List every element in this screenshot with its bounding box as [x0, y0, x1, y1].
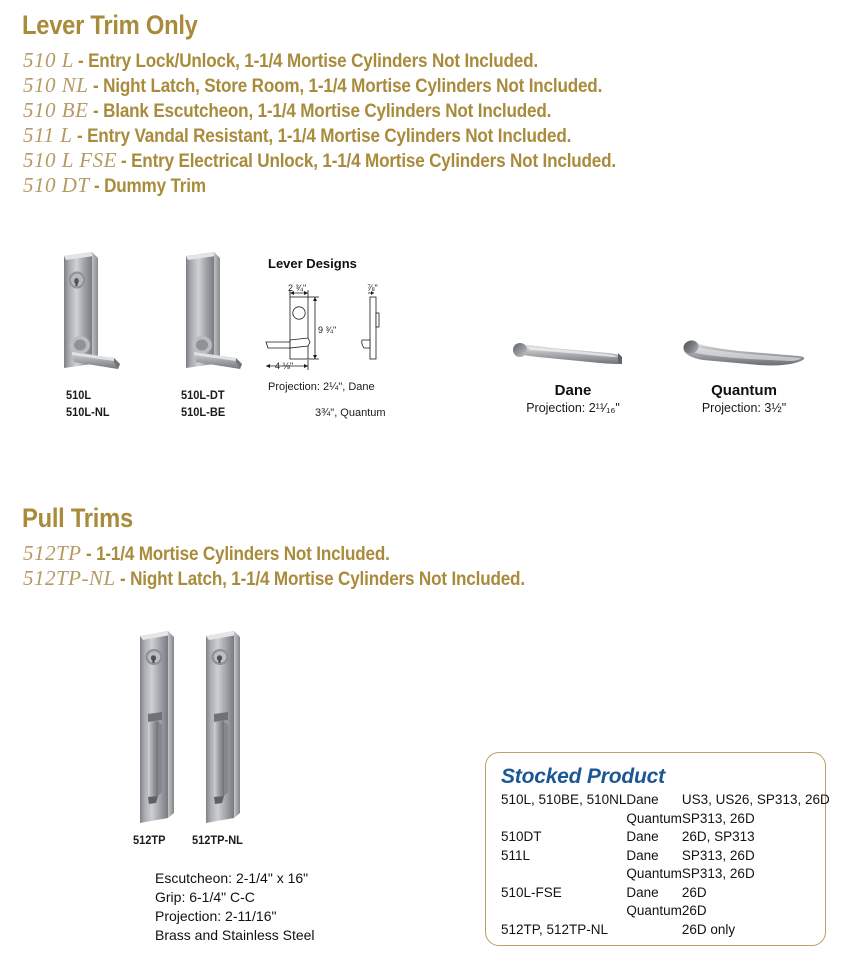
cell-finishes: SP313, 26D	[681, 810, 755, 826]
pull-detail-projection: Projection: 2-11/16"	[155, 908, 277, 924]
lever-projection-dane: Projection: 2¹¹⁄₁₆"	[526, 401, 620, 415]
stocked-product-box	[485, 752, 830, 946]
spec-description: - Entry Electrical Unlock, 1-1/4 Mortise Cylinders Not Included.	[121, 151, 617, 172]
table-row	[501, 810, 830, 829]
spec-line	[23, 541, 823, 566]
cell-lever: Dane	[626, 847, 659, 863]
pull-trims-section-title: Pull Trims	[22, 503, 133, 533]
lever-spec-list	[23, 48, 823, 198]
dim-label-base: 4 ⅛"	[275, 361, 294, 371]
cell-finishes: 26D only	[681, 921, 736, 937]
table-row	[501, 921, 830, 940]
pull-spec-list	[23, 541, 823, 591]
lever-name-dane: Dane	[554, 382, 592, 399]
spec-code: 510 BE	[23, 98, 89, 122]
cell-lever: Dane	[626, 792, 659, 807]
part-label-510l: 510L	[66, 388, 92, 402]
lever-trim-photo-510l-dt	[180, 248, 272, 376]
lever-trim-photo-510l	[58, 248, 150, 376]
table-row	[501, 902, 830, 921]
lever-photo-dane	[508, 340, 638, 372]
cell-model: 510L, 510BE, 510NL	[501, 792, 627, 807]
spec-line	[23, 173, 823, 198]
cell-finishes: SP313, 26D	[681, 866, 755, 881]
spec-code: 510 NL	[23, 73, 89, 97]
cell-finishes: 26D	[681, 884, 707, 900]
spec-description: - Night Latch, 1-1/4 Mortise Cylinders Not Included.	[120, 569, 526, 590]
cell-model: 511L	[501, 847, 531, 863]
spec-line	[23, 48, 823, 73]
cell-model: 512TP, 512TP-NL	[501, 921, 609, 937]
spec-line	[23, 123, 823, 148]
part-label-510l-nl: 510L-NL	[66, 405, 110, 419]
spec-code: 510 L FSE	[23, 148, 117, 172]
lever-trim-section-title: Lever Trim Only	[22, 10, 198, 40]
pull-detail-material: Brass and Stainless Steel	[155, 927, 315, 943]
table-row	[501, 865, 830, 884]
dim-label-height: 9 ¾"	[318, 325, 337, 335]
part-label-512tp-nl: 512TP-NL	[192, 833, 243, 847]
cell-finishes: 26D	[681, 903, 707, 918]
spec-description: - Blank Escutcheon, 1-1/4 Mortise Cylinders Not Included.	[92, 101, 552, 122]
spec-line	[23, 148, 823, 173]
spec-description: - 1-1/4 Mortise Cylinders Not Included.	[85, 544, 390, 565]
cell-finishes: SP313, 26D	[681, 847, 755, 863]
spec-code: 510 L	[23, 48, 74, 72]
pull-trim-photo-512tp	[136, 626, 184, 828]
projection-quantum-note: 3¾", Quantum	[315, 407, 386, 419]
stocked-product-title: Stocked Product	[501, 765, 665, 788]
part-label-512tp: 512TP	[133, 833, 166, 847]
spec-code: 512TP	[23, 541, 82, 565]
cell-model	[501, 902, 626, 921]
part-label-510l-dt: 510L-DT	[181, 388, 225, 402]
part-label-510l-be: 510L-BE	[181, 405, 226, 419]
dim-label-width: 2 ¾"	[288, 283, 307, 293]
cell-model: 510DT	[501, 829, 542, 844]
pull-detail-escutcheon: Escutcheon: 2-1/4" x 16"	[155, 870, 309, 886]
cell-finishes: US3, US26, SP313, 26D	[681, 792, 830, 807]
stocked-product-table	[501, 791, 830, 939]
dim-label-thickness: ⅞"	[367, 283, 378, 293]
cell-lever: Quantum	[626, 866, 682, 881]
lever-designs-title: Lever Designs	[268, 256, 357, 271]
spec-description: - Dummy Trim	[94, 176, 206, 197]
cell-lever: Quantum	[626, 903, 682, 918]
cell-lever: Quantum	[626, 810, 682, 826]
cell-lever	[626, 921, 682, 940]
spec-line	[23, 73, 823, 98]
spec-description: - Entry Vandal Resistant, 1-1/4 Mortise Cylinders Not Included.	[76, 126, 572, 147]
pull-detail-grip: Grip: 6-1/4" C-C	[155, 889, 255, 905]
projection-dane-note: Projection: 2¼", Dane	[268, 381, 375, 393]
table-row	[501, 847, 830, 866]
table-row	[501, 828, 830, 847]
lever-projection-quantum: Projection: 3½"	[701, 401, 787, 415]
cell-model	[501, 865, 626, 884]
lever-name-quantum: Quantum	[711, 382, 777, 399]
spec-description: - Entry Lock/Unlock, 1-1/4 Mortise Cylinders Not Included.	[78, 51, 539, 72]
spec-line	[23, 566, 823, 591]
table-row	[501, 791, 830, 810]
cell-model	[501, 810, 626, 829]
spec-code: 511 L	[23, 123, 73, 147]
spec-code: 512TP-NL	[23, 566, 116, 590]
cell-lever: Dane	[626, 829, 659, 844]
spec-description: - Night Latch, Store Room, 1-1/4 Mortise Cylinders Not Included.	[92, 76, 603, 97]
cell-lever: Dane	[626, 884, 659, 900]
spec-line	[23, 98, 823, 123]
cell-finishes: 26D, SP313	[681, 829, 755, 844]
spec-code: 510 DT	[23, 173, 90, 197]
pull-trim-photo-512tp-nl	[202, 626, 250, 828]
pull-trim-details	[155, 869, 315, 945]
table-row	[501, 884, 830, 903]
cell-model: 510L-FSE	[501, 884, 562, 900]
lever-photo-quantum	[679, 338, 809, 372]
